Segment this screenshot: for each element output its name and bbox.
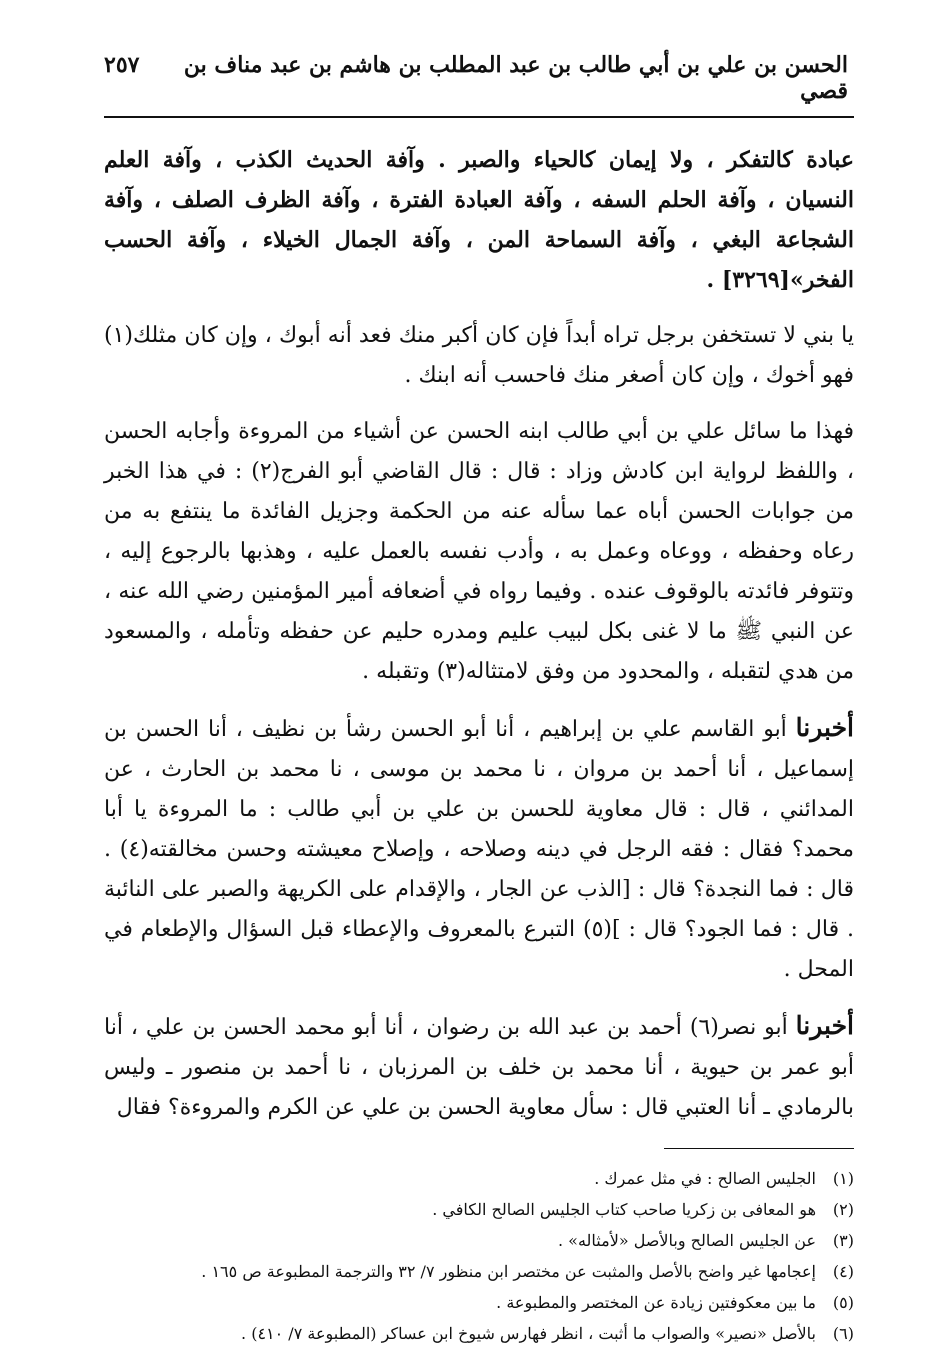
footnote-item <box>104 1225 854 1256</box>
paragraph-text: فهذا ما سائل علي بن أبي طالب ابنه الحسن عن أشياء من المروءة وأجابه الحسن ، واللفظ لرواية ابن كادش وزاد : قال : قال القاضي أبو الفرج(٢) : في هذا الخبر من جوابات الحسن أباه عما سأله عنه من الحكمة وجزيل الفائدة ما ينتفع به من رعاه وحفظه ، ووعاه وعمل به ، وأدب نفسه بالعمل عليه ، وهذبها بالرجوع إليه ، وتتوفر فائدته بالوقوف عنده . وفيما رواه في أضعافه أمير المؤمنين رضي الله عنه ، عن النبي ﷺ ما لا غنى بكل لبيب عليم ومدره حليم عن حفظه وتأمله ، والمسعود من هدي لتقبله ، والمحدود من وفق لامتثاله(٣) وتقبله . <box>104 419 854 684</box>
footnote-number: (٣) <box>832 1231 854 1250</box>
footnote-text: إعجامها غير واضح بالأصل والمثبت عن مختصر ابن منظور ٧/ ٣٢ والترجمة المطبوعة ص ١٦٥ . <box>201 1262 816 1281</box>
paragraph-3 <box>104 412 854 692</box>
page-header <box>104 52 854 110</box>
footnote-text: هو المعافى بن زكريا صاحب كتاب الجليس الصالح الكافي . <box>432 1200 816 1219</box>
paragraph-text: أبو نصر(٦) أحمد بن عبد الله بن رضوان ، أنا أبو محمد الحسن بن علي ، أنا أبو عمر بن حيوية ، أنا محمد بن خلف بن المرزبان ، نا أحمد بن منصور ـ وليس بالرمادي ـ أنا العتبي قال : سأل معاوية الحسن بن علي عن الكرم والمروءة؟ فقال <box>104 1015 854 1120</box>
paragraph-text: عبادة كالتفكر ، ولا إيمان كالحياء والصبر . وآفة الحديث الكذب ، وآفة العلم النسيان ، وآفة الحلم السفه ، وآفة العبادة الفترة ، وآفة الظرف الصلف ، وآفة الشجاعة البغي ، وآفة السماحة المن ، وآفة الجمال الخيلاء ، وآفة الحسب الفخر»[٣٢٦٩] . <box>104 147 854 293</box>
paragraph-text: يا بني لا تستخفن برجل تراه أبداً فإن كان أكبر منك فعد أنه أبوك ، وإن كان مثلك(١) فهو أخوك ، وإن كان أصغر منك فاحسب أنه ابنك . <box>104 323 854 388</box>
footnote-number: (٢) <box>832 1200 854 1219</box>
paragraph-5 <box>104 1006 854 1128</box>
paragraph-lead: أخبرنا <box>795 713 854 742</box>
footnote-number: (٤) <box>832 1262 854 1281</box>
paragraph-4 <box>104 708 854 990</box>
footnote-text: عن الجليس الصالح وبالأصل «لأمثاله» . <box>558 1231 816 1250</box>
footnote-item <box>104 1163 854 1194</box>
footnote-text: ما بين معكوفتين زيادة عن المختصر والمطبوعة . <box>496 1293 816 1312</box>
header-divider <box>104 116 854 118</box>
footnote-text: بالأصل «نصير» والصواب ما أثبت ، انظر فهارس شيوخ ابن عساكر (المطبوعة ٧/ ٤١٠) . <box>241 1324 816 1343</box>
paragraph-text: أبو القاسم علي بن إبراهيم ، أنا أبو الحسن رشأ بن نظيف ، أنا الحسن بن إسماعيل ، أنا أحمد بن مروان ، نا محمد بن موسى ، نا محمد بن الحارث ، عن المدائني ، قال : قال معاوية للحسن بن علي بن أبي طالب : ما المروءة يا أبا محمد؟ فقال : فقه الرجل في دينه وصلاحه ، وإصلاح معيشته وحسن مخالقته(٤) . قال : فما النجدة؟ قال : [الذب عن الجار ، والإقدام على الكريهة والصبر على النائبة . قال : فما الجود؟ قال : ](٥) التبرع بالمعروف والإعطاء قبل السؤال والإطعام في المحل . <box>104 717 854 982</box>
footnote-divider <box>664 1148 854 1149</box>
footnote-item <box>104 1318 854 1349</box>
paragraph-1 <box>104 140 854 300</box>
footnote-number: (١) <box>832 1169 854 1188</box>
book-page <box>104 52 854 1349</box>
paragraph-lead: أخبرنا <box>795 1011 854 1040</box>
footnote-number: (٦) <box>832 1324 854 1343</box>
footnote-item <box>104 1287 854 1318</box>
footnote-item <box>104 1256 854 1287</box>
footnotes-list <box>104 1163 854 1349</box>
footnote-item <box>104 1194 854 1225</box>
running-title: الحسن بن علي بن أبي طالب بن عبد المطلب بن هاشم بن عبد مناف بن قصي <box>183 52 848 104</box>
footnote-number: (٥) <box>832 1293 854 1312</box>
footnote-text: الجليس الصالح : في مثل عمرك . <box>594 1169 816 1188</box>
main-text <box>104 140 854 1128</box>
paragraph-2 <box>104 316 854 396</box>
page-number: ٢٥٧ <box>104 52 140 78</box>
